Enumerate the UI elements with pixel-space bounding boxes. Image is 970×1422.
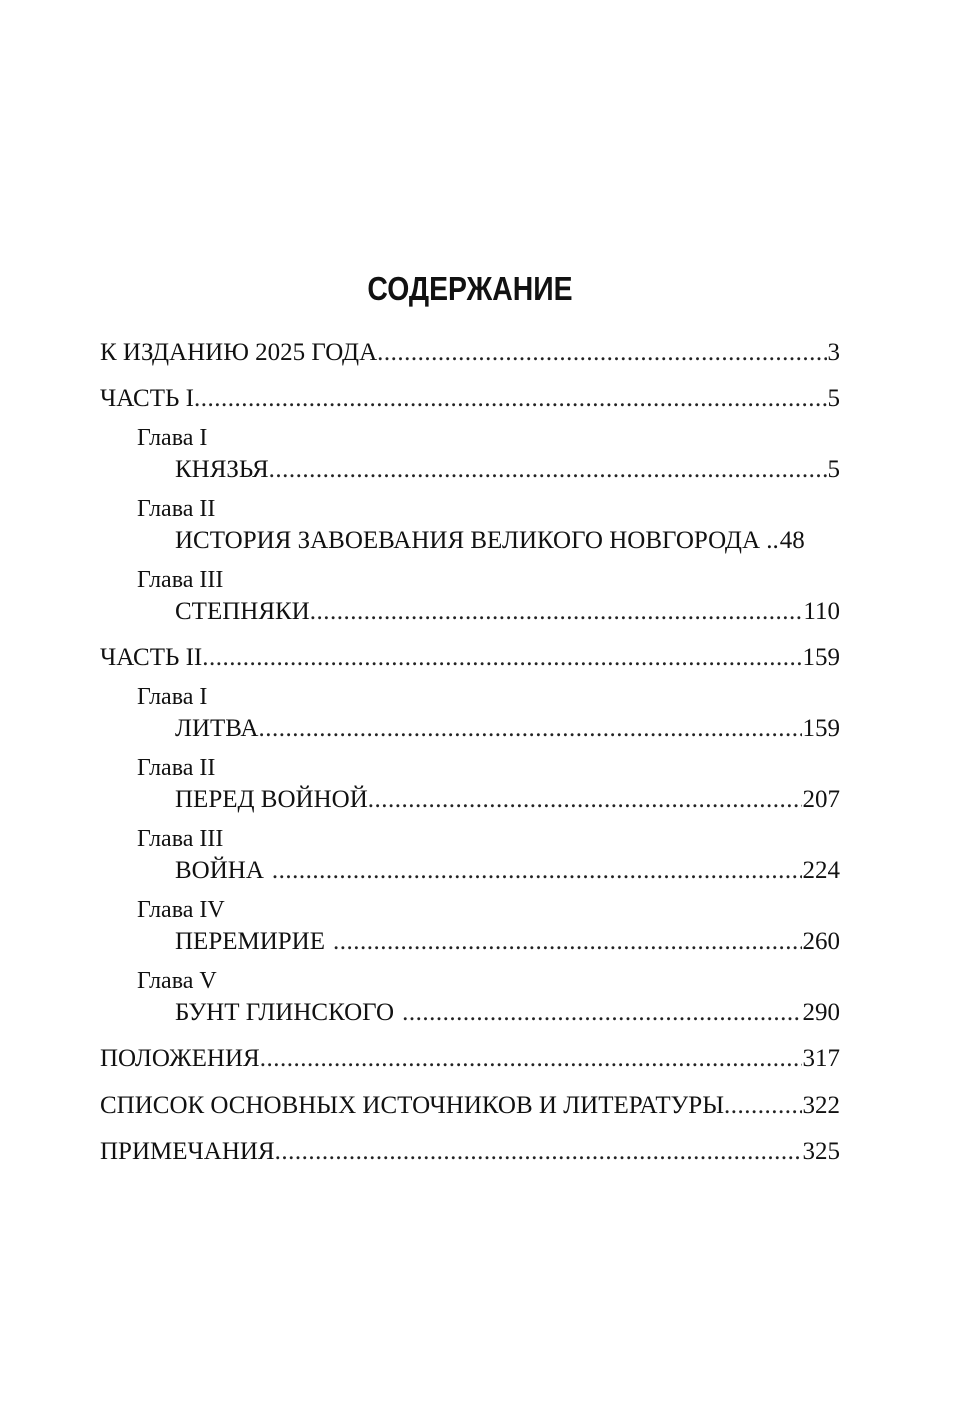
dot-leader: [394, 996, 801, 1030]
toc-entry-page: 5: [827, 456, 840, 483]
toc-entry-page: 322: [802, 1092, 840, 1119]
toc-chapter-label: Глава I: [137, 684, 208, 710]
toc-chapter-label: Глава V: [137, 968, 217, 994]
toc-entry-provisions[interactable]: [100, 1042, 840, 1076]
toc-chapter-label: Глава I: [137, 425, 208, 451]
toc-entry-label: К ИЗДАНИЮ 2025 ГОДА: [100, 339, 378, 366]
toc-entry-label: СТЕПНЯКИ: [175, 598, 310, 625]
toc-entry-label: СПИСОК ОСНОВНЫХ ИСТОЧНИКОВ И ЛИТЕРАТУРЫ: [100, 1092, 724, 1119]
toc-entry-label: ВОЙНА: [175, 857, 264, 884]
toc-chapter-label: Глава II: [137, 755, 216, 781]
toc-entry-label: ПОЛОЖЕНИЯ: [100, 1045, 260, 1072]
toc-entry-page: 159: [802, 715, 840, 742]
toc-entry-page: 317: [802, 1045, 840, 1072]
toc-entry-princes[interactable]: [175, 453, 840, 487]
toc-chapter-label: Глава III: [137, 826, 224, 852]
dot-leader: [310, 595, 803, 629]
dot-leader: [258, 712, 801, 746]
toc-entry-glinsky-revolt[interactable]: [175, 996, 840, 1030]
toc-entry-steppe[interactable]: [175, 595, 840, 629]
toc-entry-page: 5: [827, 385, 840, 412]
page-title: СОДЕРЖАНИЕ: [367, 270, 573, 307]
toc-entry-notes[interactable]: [100, 1135, 840, 1169]
dot-leader: [269, 453, 827, 487]
toc-entry-part-1[interactable]: [100, 382, 840, 416]
toc-entry-label: БУНТ ГЛИНСКОГО: [175, 999, 395, 1026]
toc-entry-label: ИСТОРИЯ ЗАВОЕВАНИЯ ВЕЛИКОГО НОВГОРОДА ..: [175, 527, 779, 554]
toc-chapter-label: Глава IV: [137, 897, 225, 923]
dot-leader: [325, 925, 801, 959]
toc-entry-label: ПРИМЕЧАНИЯ: [100, 1138, 275, 1165]
toc-entry-label: ЧАСТЬ I: [100, 385, 194, 412]
toc-entry-page: 260: [802, 928, 840, 955]
dot-leader: [202, 641, 801, 675]
toc-entry-label: ПЕРЕД ВОЙНОЙ: [175, 786, 368, 813]
toc-entry-before-war[interactable]: [175, 783, 840, 817]
dot-leader: [275, 1135, 802, 1169]
dot-leader: [194, 382, 827, 416]
dot-leader: [368, 783, 802, 817]
dot-leader: [724, 1089, 802, 1123]
toc-entry-truce[interactable]: [175, 925, 840, 959]
toc-entry-label: КНЯЗЬЯ: [175, 456, 269, 483]
dot-leader: [377, 336, 826, 370]
toc-entry-page: 3: [827, 339, 840, 366]
toc-entry-novgorod[interactable]: [175, 524, 840, 558]
dot-leader: [264, 854, 802, 888]
toc-entry-page: 207: [802, 786, 840, 813]
dot-leader: [260, 1042, 802, 1076]
toc-entry-page: 159: [802, 644, 840, 671]
toc-entry-page: 224: [802, 857, 840, 884]
toc-entry-label: ПЕРЕМИРИЕ: [175, 928, 326, 955]
toc-entry-page: 48: [779, 527, 805, 554]
toc-entry-sources[interactable]: [100, 1089, 840, 1123]
toc-chapter-label: Глава II: [137, 496, 216, 522]
toc-chapter-label: Глава III: [137, 567, 224, 593]
toc-entry-page: 325: [802, 1138, 840, 1165]
toc-entry-war[interactable]: [175, 854, 840, 888]
toc-entry-label: ЧАСТЬ II: [100, 644, 203, 671]
toc-entry-foreword[interactable]: [100, 336, 840, 370]
toc-entry-lithuania[interactable]: [175, 712, 840, 746]
toc-entry-page: 290: [802, 999, 840, 1026]
toc-entry-page: 110: [803, 598, 840, 625]
toc-entry-part-2[interactable]: [100, 641, 840, 675]
toc-entry-label: ЛИТВА: [175, 715, 259, 742]
